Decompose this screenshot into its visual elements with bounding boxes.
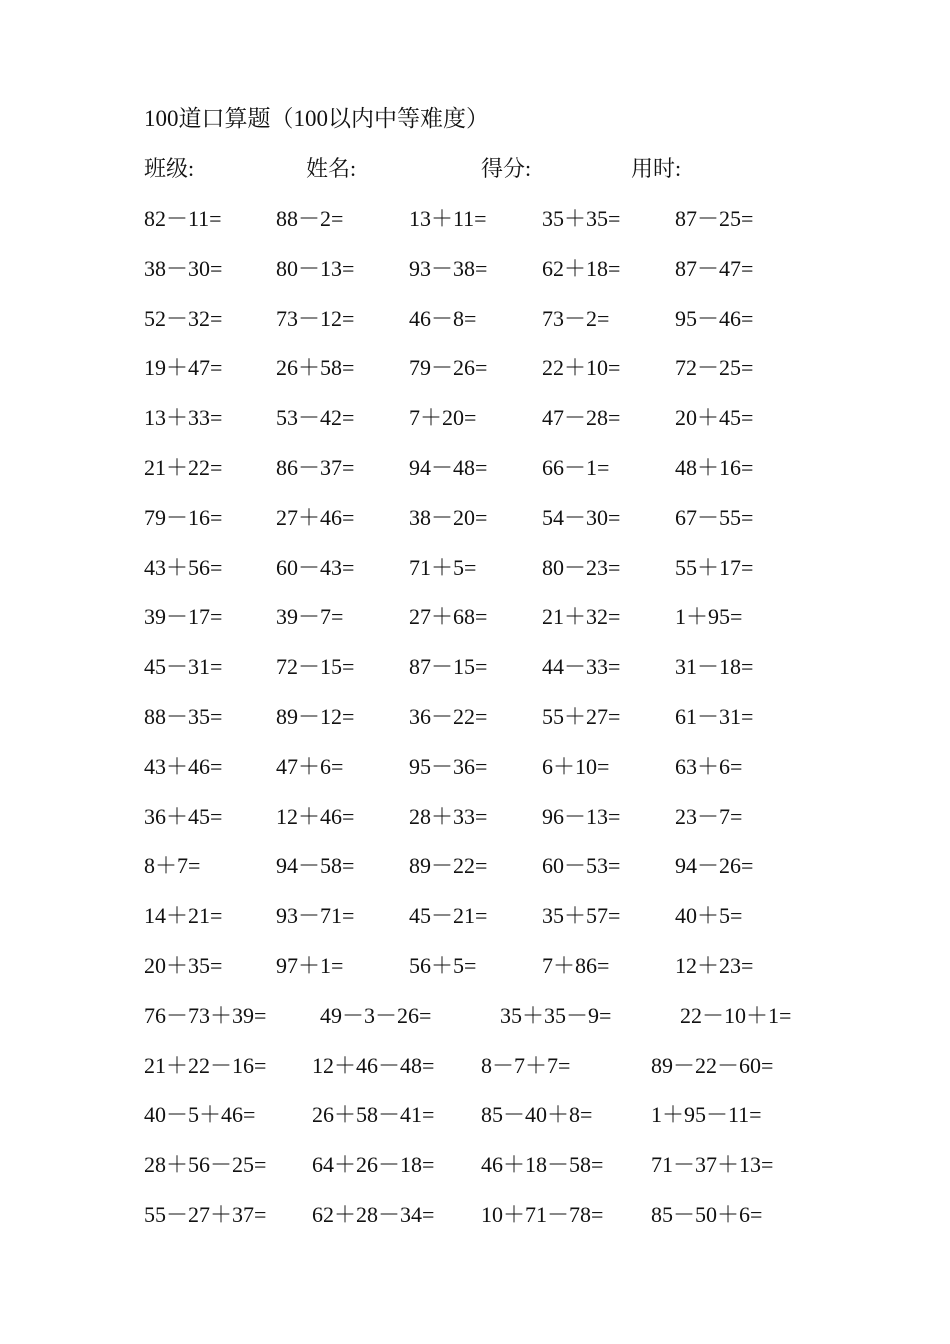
problem-row [0,950,950,982]
problem-item: 1＋95－11= [651,1102,762,1127]
problem-item: 82－11= [144,206,222,231]
problem-item: 85－50＋6= [651,1202,763,1227]
problem-row [0,801,950,833]
problem-item: 46－8= [409,306,477,331]
problem-item: 47－28= [542,405,621,430]
problem-item: 14＋21= [144,903,223,928]
problem-row [0,850,950,882]
problem-row [0,900,950,932]
problem-item: 79－16= [144,505,223,530]
problem-item: 93－71= [276,903,355,928]
problem-item: 62＋18= [542,256,621,281]
problem-row [0,203,950,235]
problem-item: 21＋22= [144,455,223,480]
problem-item: 20＋35= [144,953,223,978]
problem-item: 12＋46= [276,804,355,829]
problem-item: 22－10＋1= [680,1003,792,1028]
problem-item: 35＋35= [542,206,621,231]
problem-item: 40－5＋46= [144,1102,256,1127]
problem-item: 89－12= [276,704,355,729]
problem-row [0,1050,950,1082]
problem-item: 79－26= [409,355,488,380]
problem-item: 45－21= [409,903,488,928]
problem-item: 61－31= [675,704,754,729]
problem-item: 7＋20= [409,405,477,430]
problem-row [0,1149,950,1181]
problem-item: 72－25= [675,355,754,380]
problem-item: 85－40＋8= [481,1102,593,1127]
problem-item: 40＋5= [675,903,743,928]
problem-item: 80－23= [542,555,621,580]
problem-item: 28＋33= [409,804,488,829]
problem-item: 39－17= [144,604,223,629]
problem-item: 89－22－60= [651,1053,774,1078]
problem-item: 13＋11= [409,206,487,231]
problem-row [0,1099,950,1131]
problem-item: 46＋18－58= [481,1152,604,1177]
problem-item: 66－1= [542,455,610,480]
problem-row [0,751,950,783]
problem-item: 94－48= [409,455,488,480]
problem-item: 87－15= [409,654,488,679]
problem-item: 26＋58= [276,355,355,380]
problem-item: 27＋68= [409,604,488,629]
problem-row [0,303,950,335]
problem-item: 49－3－26= [320,1003,432,1028]
problem-item: 48＋16= [675,455,754,480]
problem-item: 45－31= [144,654,223,679]
problem-item: 31－18= [675,654,754,679]
problem-item: 26＋58－41= [312,1102,435,1127]
problem-row [0,601,950,633]
problem-item: 47＋6= [276,754,344,779]
problem-row [0,552,950,584]
problem-item: 67－55= [675,505,754,530]
problem-item: 93－38= [409,256,488,281]
problem-row [0,651,950,683]
problem-item: 13＋33= [144,405,223,430]
score-field-label: 得分: [481,156,532,181]
problem-item: 94－26= [675,853,754,878]
problem-item: 21＋22－16= [144,1053,267,1078]
problem-item: 73－12= [276,306,355,331]
header-fields-row [0,153,950,185]
problem-item: 54－30= [542,505,621,530]
problem-item: 8＋7= [144,853,201,878]
problem-item: 39－7= [276,604,344,629]
problem-item: 12＋23= [675,953,754,978]
problem-item: 60－43= [276,555,355,580]
problem-item: 63＋6= [675,754,743,779]
name-field-label: 姓名: [306,156,357,181]
problem-item: 94－58= [276,853,355,878]
problem-item: 23－7= [675,804,743,829]
problem-item: 35＋35－9= [500,1003,612,1028]
problem-item: 72－15= [276,654,355,679]
time-field-label: 用时: [631,156,682,181]
problem-item: 36－22= [409,704,488,729]
problem-item: 95－46= [675,306,754,331]
problem-item: 38－20= [409,505,488,530]
problem-item: 22＋10= [542,355,621,380]
problem-item: 52－32= [144,306,223,331]
problem-item: 43＋56= [144,555,223,580]
problem-item: 44－33= [542,654,621,679]
problem-item: 6＋10= [542,754,610,779]
problem-item: 55＋27= [542,704,621,729]
problem-row [0,253,950,285]
problem-item: 88－35= [144,704,223,729]
problem-item: 38－30= [144,256,223,281]
problem-item: 60－53= [542,853,621,878]
problem-row [0,352,950,384]
problem-item: 86－37= [276,455,355,480]
problem-item: 53－42= [276,405,355,430]
problem-item: 88－2= [276,206,344,231]
problem-row [0,1000,950,1032]
problem-item: 10＋71－78= [481,1202,604,1227]
problem-item: 1＋95= [675,604,743,629]
problem-item: 56＋5= [409,953,477,978]
class-field-label: 班级: [144,156,195,181]
problem-row [0,1199,950,1231]
problem-item: 8－7＋7= [481,1053,571,1078]
problem-item: 71＋5= [409,555,477,580]
problem-item: 20＋45= [675,405,754,430]
problem-item: 76－73＋39= [144,1003,267,1028]
problem-item: 19＋47= [144,355,223,380]
problem-item: 80－13= [276,256,355,281]
problem-item: 12＋46－48= [312,1053,435,1078]
problem-item: 55－27＋37= [144,1202,267,1227]
problem-item: 7＋86= [542,953,610,978]
problem-item: 62＋28－34= [312,1202,435,1227]
problem-row [0,701,950,733]
problem-item: 28＋56－25= [144,1152,267,1177]
problem-item: 71－37＋13= [651,1152,774,1177]
problem-item: 73－2= [542,306,610,331]
problem-item: 64＋26－18= [312,1152,435,1177]
problem-row [0,402,950,434]
problem-item: 21＋32= [542,604,621,629]
problem-row [0,452,950,484]
problem-item: 43＋46= [144,754,223,779]
problem-item: 96－13= [542,804,621,829]
problem-row [0,502,950,534]
problem-item: 87－25= [675,206,754,231]
problem-item: 35＋57= [542,903,621,928]
problem-item: 87－47= [675,256,754,281]
problem-item: 55＋17= [675,555,754,580]
problem-item: 36＋45= [144,804,223,829]
problem-item: 89－22= [409,853,488,878]
worksheet-title: 100道口算题（100以内中等难度） [144,106,489,131]
problem-item: 95－36= [409,754,488,779]
problem-item: 27＋46= [276,505,355,530]
problem-item: 97＋1= [276,953,344,978]
